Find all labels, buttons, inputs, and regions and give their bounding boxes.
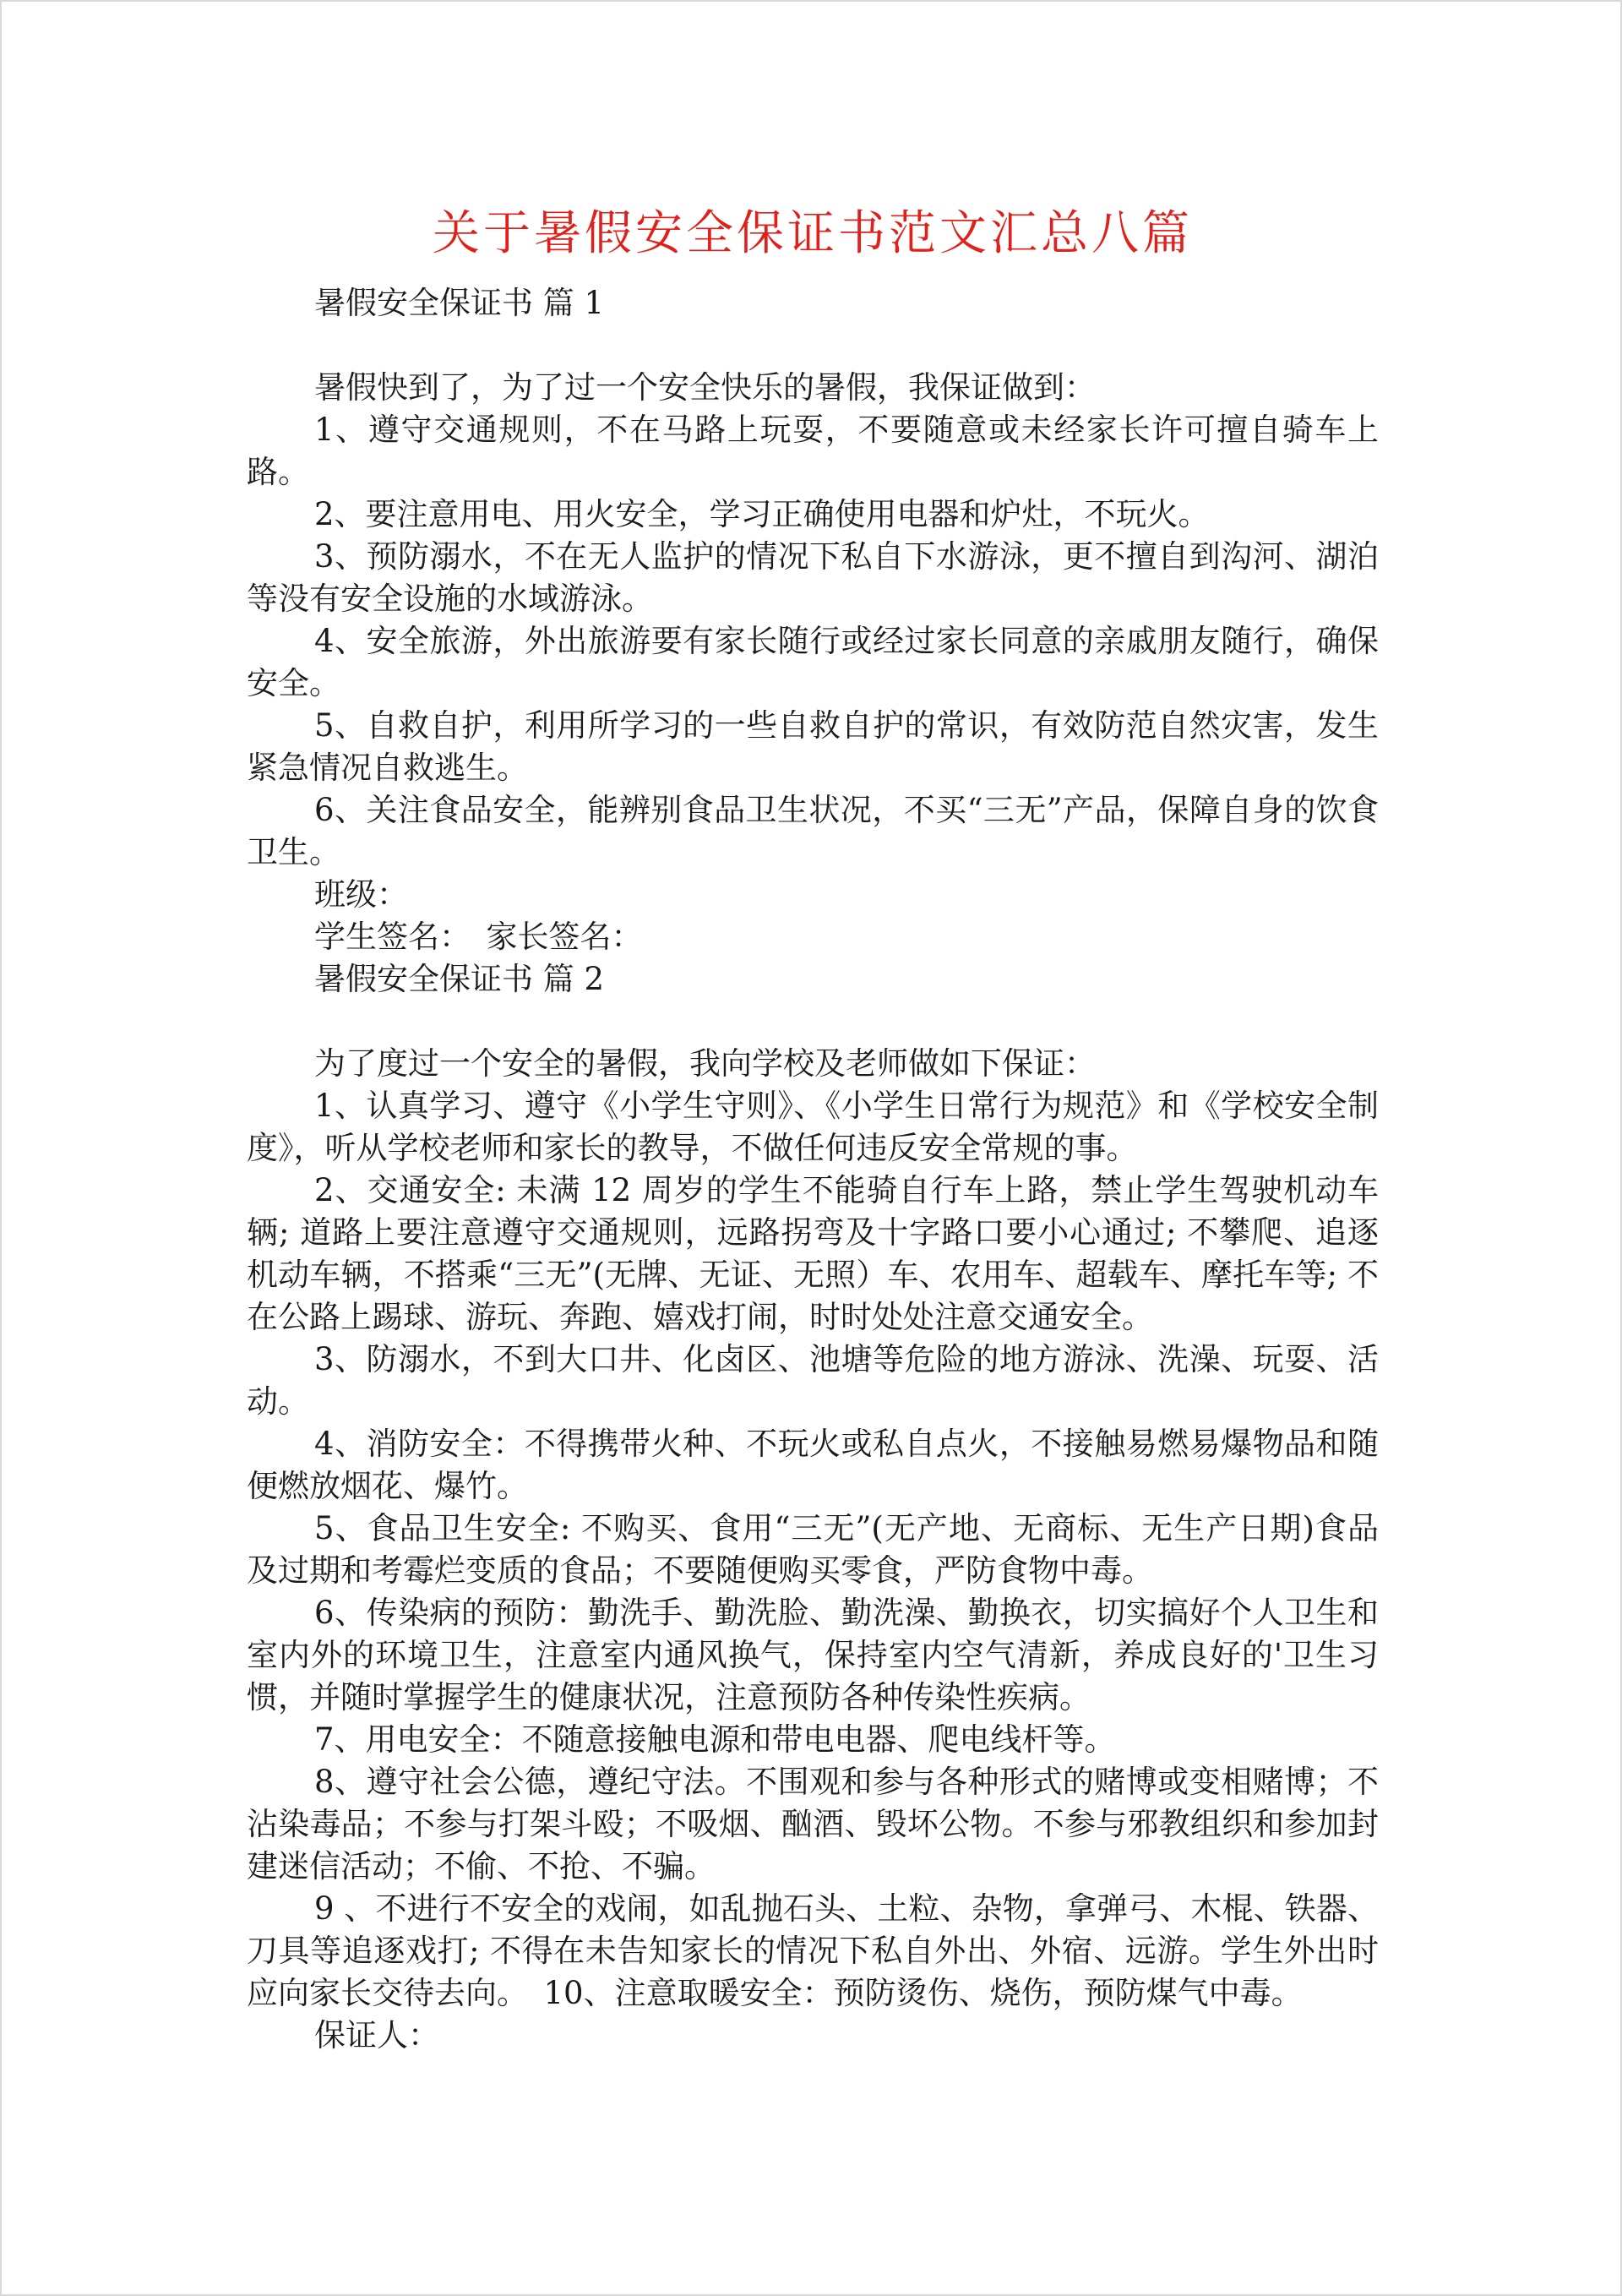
intro-paragraph-2: 为了度过一个安全的暑假，我向学校及老师做如下保证：	[314, 1045, 1096, 1082]
guarantor-label: 保证人：	[314, 2017, 439, 2053]
blank-line	[247, 1001, 1379, 1043]
pledge-item-1: 1、遵守交通规则，不在马路上玩耍，不要随意或未经家长许可擅自骑车上路。	[247, 412, 1379, 490]
rule-item-8: 8、遵守社会公德，遵纪守法。不围观和参与各种形式的赌博或变相赌博；不沾染毒品；不参与打架斗殴；不吸烟、酗酒、毁坏公物。不参与邪教组织和参加封建迷信活动；不偷、不抢、不骗。	[247, 1764, 1379, 1884]
section-heading-2: 暑假安全保证书 篇 2	[314, 961, 605, 997]
rule-item-9-10: 9 、不进行不安全的戏闹，如乱抛石头、土粒、杂物，拿弹弓、木棍、铁器、刀具等追逐戏打; 不得在未告知家长的情况下私自外出、外宿、远游。学生外出时应向家长交待去向。 10、注意取暖安全：预防烫伤、烧伤，预防煤气中毒。	[247, 1890, 1379, 2011]
signature-line: 学生签名： 家长签名：	[314, 919, 643, 955]
document-body	[247, 282, 1379, 2057]
rule-item-3: 3、防溺水，不到大口井、化卤区、池塘等危险的地方游泳、洗澡、玩耍、活动。	[247, 1341, 1379, 1420]
rule-item-4: 4、消防安全：不得携带火种、不玩火或私自点火，不接触易燃易爆物品和随便燃放烟花、爆竹。	[247, 1426, 1379, 1504]
pledge-item-5: 5、自救自护，利用所学习的一些自救自护的常识，有效防范自然灾害，发生紧急情况自救逃生。	[247, 707, 1379, 786]
rule-item-1: 1、认真学习、遵守《小学生守则》、《小学生日常行为规范》和《学校安全制度》，听从学校老师和家长的教导，不做任何违反安全常规的事。	[247, 1088, 1379, 1166]
blank-line	[247, 324, 1379, 367]
pledge-item-4: 4、安全旅游，外出旅游要有家长随行或经过家长同意的亲戚朋友随行，确保安全。	[247, 623, 1379, 701]
document-title: 关于暑假安全保证书范文汇总八篇	[433, 206, 1193, 261]
rule-item-7: 7、用电安全：不随意接触电源和带电电器、爬电线杆等。	[314, 1721, 1116, 1758]
intro-paragraph-1: 暑假快到了，为了过一个安全快乐的暑假，我保证做到：	[314, 369, 1096, 406]
pledge-item-6: 6、关注食品安全，能辨别食品卫生状况，不买“三无”产品，保障自身的饮食卫生。	[247, 792, 1379, 870]
pledge-item-3: 3、预防溺水，不在无人监护的情况下私自下水游泳，更不擅自到沟河、湖泊等没有安全设施的水域游泳。	[247, 538, 1379, 617]
pledge-item-2: 2、要注意用电、用火安全，学习正确使用电器和炉灶，不玩火。	[314, 496, 1210, 532]
rule-item-6: 6、传染病的预防：勤洗手、勤洗脸、勤洗澡、勤换衣，切实搞好个人卫生和室内外的环境卫生，注意室内通风换气，保持室内空气清新，养成良好的'卫生习惯，并随时掌握学生的健康状况，注意预防各种传染性疾病。	[247, 1595, 1379, 1715]
rule-item-2: 2、交通安全: 未满 12 周岁的学生不能骑自行车上路，禁止学生驾驶机动车辆; 道路上要注意遵守交通规则，远路拐弯及十字路口要小心通过; 不攀爬、追逐机动车辆，不搭乘“三无”(无牌、无证、无照）车、农用车、超载车、摩托车等; 不在公路上踢球、游玩、奔跑、嬉戏打闹，时时处处注意交通安全。	[247, 1172, 1379, 1335]
section-heading-1: 暑假安全保证书 篇 1	[314, 285, 605, 321]
class-label: 班级：	[314, 876, 408, 913]
rule-item-5: 5、食品卫生安全: 不购买、食用“三无”(无产地、无商标、无生产日期)食品及过期和考霉烂变质的食品；不要随便购买零食，严防食物中毒。	[247, 1510, 1379, 1589]
